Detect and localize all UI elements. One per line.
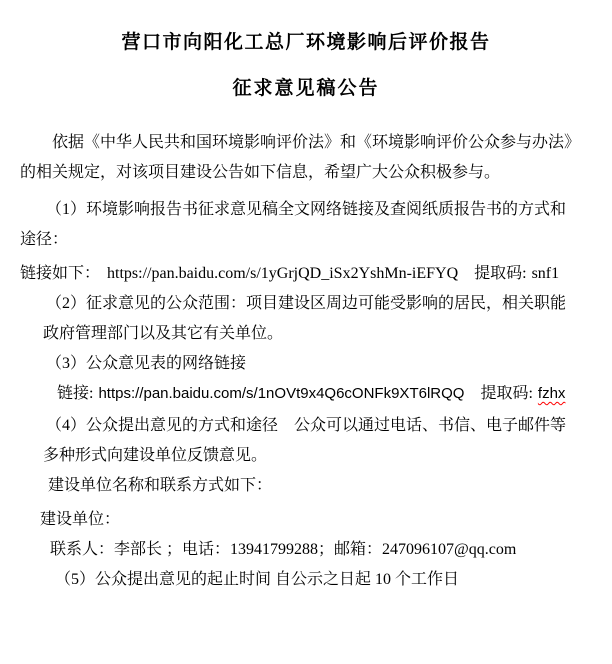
item2-line-1: （2）征求意见的公众范围：项目建设区周边可能受影响的居民，相关职能 xyxy=(46,295,567,312)
link1-label: 链接如下： xyxy=(20,265,101,282)
doc-body xyxy=(0,128,612,595)
link2-code: fzhx xyxy=(537,385,566,402)
contact-email: 247096107@qq.com xyxy=(382,541,517,558)
document-page xyxy=(0,30,612,664)
link1-code-label: 提取码: xyxy=(474,265,527,282)
item4-line-2: 多种形式向建设单位反馈意见。 xyxy=(43,447,268,464)
contact-part1: 联系人：李部长 ；电话： xyxy=(50,541,231,558)
link2-code-label: 提取码: xyxy=(480,385,533,402)
link2-label: 链接: xyxy=(57,385,94,402)
contact-phone: 13941799288 xyxy=(230,541,319,558)
builder-label-line: 建设单位： xyxy=(40,511,121,528)
doc-title: 营口市向阳化工总厂环境影响后评价报告 xyxy=(121,32,491,53)
contact-part2: ；邮箱： xyxy=(318,541,383,558)
intro-line-2: 的相关规定，对该项目建设公告如下信息，希望广大公众积极参与。 xyxy=(20,164,501,181)
link1-line xyxy=(20,259,592,289)
doc-subtitle: 征求意见稿公告 xyxy=(232,78,380,99)
contact-intro-line: 建设单位名称和联系方式如下： xyxy=(48,477,273,494)
item4-line-1: （4）公众提出意见的方式和途径 公众可以通过电话、书信、电子邮件等 xyxy=(46,417,567,434)
link1-url: https://pan.baidu.com/s/1yGrjQD_iSx2YshMn-iEFYQ xyxy=(107,265,459,282)
link2-url: https://pan.baidu.com/s/1nOVt9x4Q6cONFk9XT6lRQQ xyxy=(98,385,465,402)
item5-line: （5）公众提出意见的起止时间 自公示之日起 10 个工作日 xyxy=(55,571,460,588)
contact-line xyxy=(20,535,592,565)
link1-code: snf1 xyxy=(531,265,560,282)
item1-line-1: （1）环境影响报告书征求意见稿全文网络链接及查阅纸质报告书的方式和 xyxy=(46,201,567,218)
item3-line: （3）公众意见表的网络链接 xyxy=(46,355,247,372)
link2-line xyxy=(20,379,592,409)
item2-line-2: 政府管理部门以及其它有关单位。 xyxy=(43,325,284,342)
item1-line-2: 途径： xyxy=(20,231,69,248)
intro-line-1: 依据《中华人民共和国环境影响评价法》和《环境影响评价公众参与办法》 xyxy=(52,134,581,151)
